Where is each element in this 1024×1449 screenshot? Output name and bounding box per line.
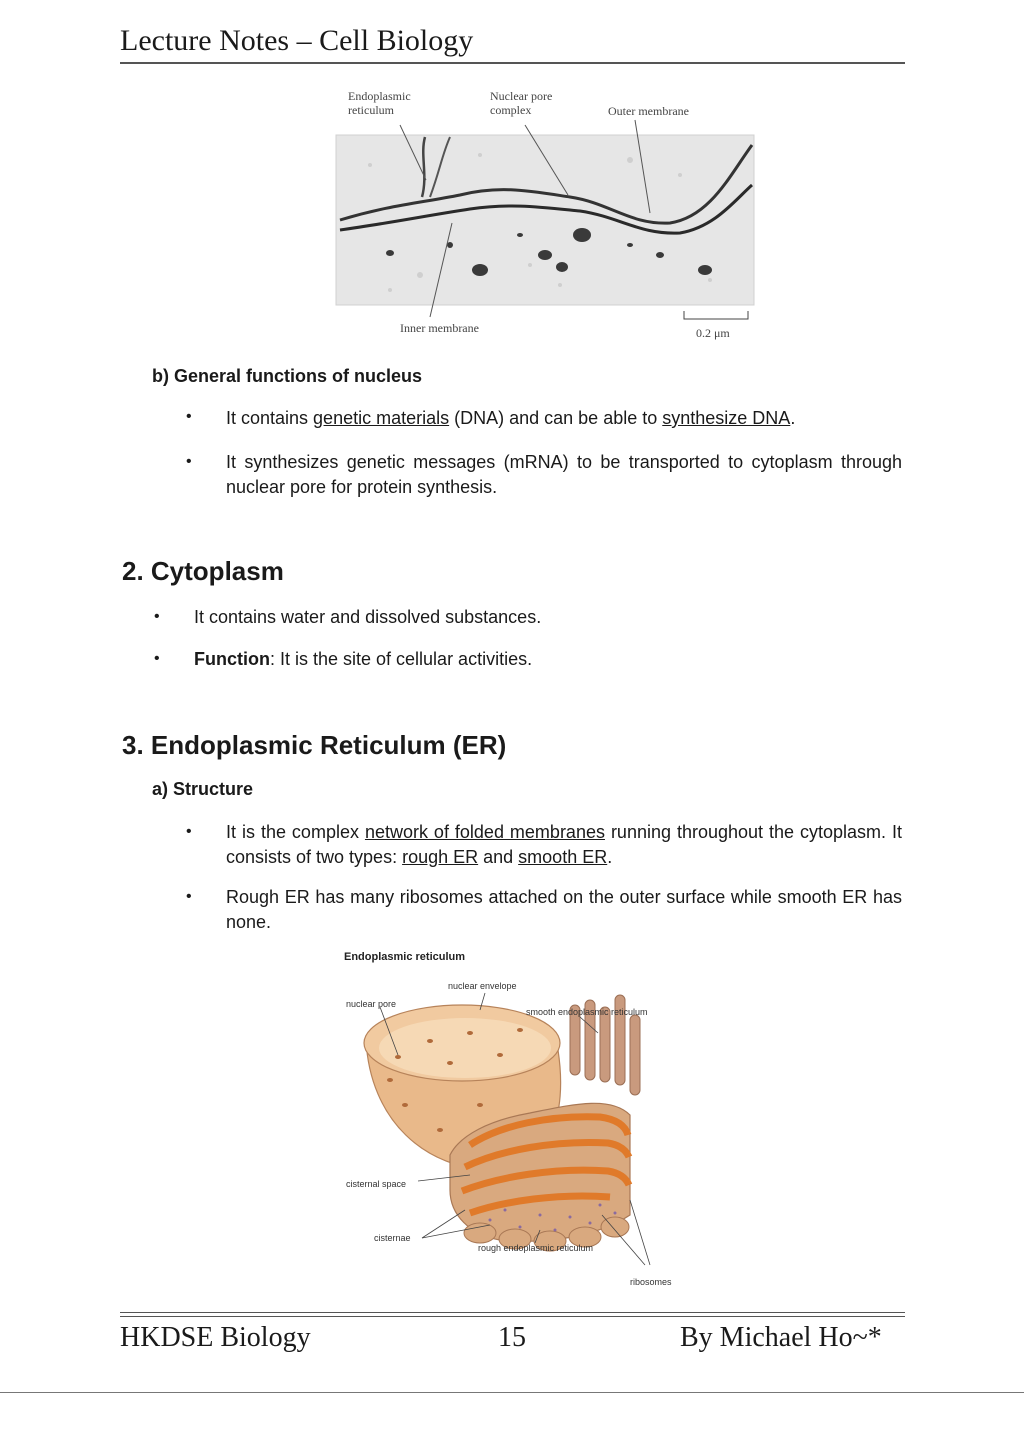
footer-course: HKDSE Biology [120,1322,311,1353]
label-cisternal-space: cisternal space [346,1179,407,1189]
label-ribosomes: ribosomes [630,1277,672,1287]
nucleus-function-bullet-1: It contains genetic materials (DNA) and can be able to synthesize DNA. [226,408,796,428]
label-rough-er: rough endoplasmic reticulum [478,1243,594,1253]
cytoplasm-bullet-2: Function: It is the site of cellular activities. [194,649,533,669]
header-rule [120,62,905,64]
bullet-marker: • [186,823,192,840]
footer-author: By Michael Ho~* [680,1322,882,1353]
footer-page-number: 15 [498,1322,526,1353]
page-header-title: Lecture Notes – Cell Biology [120,24,474,57]
label-nuclear-pore: nuclear pore [346,999,397,1009]
er-structure-bullet-2: Rough ER has many ribosomes attached on the outer surface while smooth ER has none. [226,887,902,932]
footer-rule-top [120,1312,905,1313]
cytoplasm-bullet-1: It contains water and dissolved substances. [194,607,542,627]
bullet-marker: • [154,608,160,625]
label-smooth-er: smooth endoplasmic reticulum [526,1007,648,1017]
subheading-nucleus-functions: b) General functions of nucleus [152,366,423,386]
footer-rule-bottom [120,1316,905,1317]
er-illustration [330,945,710,1295]
er-illustration-title: Endoplasmic reticulum [344,951,466,963]
bullet-marker: • [154,650,160,667]
label-cisternae: cisternae [374,1233,411,1243]
bullet-marker: • [186,408,192,425]
nuclear-envelope-micrograph [330,85,760,345]
micrograph-image [330,85,760,345]
page-bottom-divider [0,1392,1024,1393]
subheading-er-structure: a) Structure [152,779,254,799]
section-heading-er: 3. Endoplasmic Reticulum (ER) [122,730,507,760]
bullet-marker: • [186,453,192,470]
label-outer-membrane: Outer membrane [608,104,689,118]
label-inner-membrane: Inner membrane [400,321,479,335]
label-scale-bar: 0.2 μm [696,326,730,340]
nucleus-function-bullet-2: It synthesizes genetic messages (mRNA) to be transported to cytoplasm through nuclear pore for protein synthesis. [226,452,902,497]
label-nuclear-pore-complex: Nuclear pore complex [490,89,553,117]
label-endoplasmic-reticulum: Endoplasmic reticulum [348,89,411,117]
label-nuclear-envelope: nuclear envelope [448,981,517,991]
bullet-marker: • [186,888,192,905]
section-heading-cytoplasm: 2. Cytoplasm [122,556,284,586]
er-structure-bullet-1: It is the complex network of folded membranes running throughout the cytoplasm. It consists of two types: rough ER and smooth ER. [226,822,902,867]
